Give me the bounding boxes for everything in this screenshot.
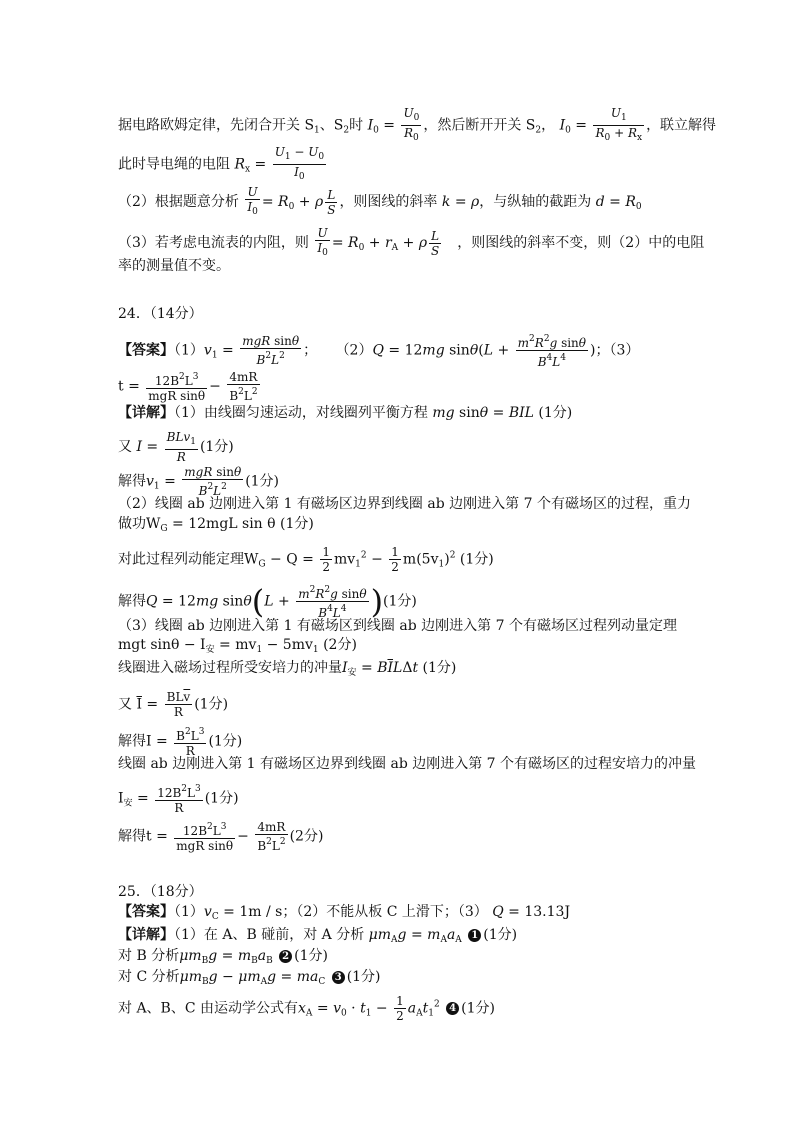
q24-detail-11: 解得I = $\frac{B^2L^3}{R}$ (1分) (118, 727, 243, 758)
s23-line-1: 据电路欧姆定律，先闭合开关 $S_1$、$S_2$时 $I_0$ = $\frac{U_0}{R_0}$ ，然后断开开关 $S_2$， $I_0$ = $\frac{U_1}{R_0 + R_x}$ ，联立解得 (118, 106, 717, 143)
q24-detail-12: 线圈 ab 边刚进入第 1 有磁场区边界到线圈 ab 边刚进入第 7 个有磁场区的过程安培力的冲量 (118, 756, 697, 772)
q24-detail-8-eq: mgt $\sin\theta - I_安 = mv_1 - 5mv_1$ (2分) (118, 637, 357, 655)
q25-detail-2: 对 B 分析$\mu m_Bg = m_Ba_B$ 2 (1分) (118, 948, 328, 966)
q25-answer-line: 【答案】$(1)v_C = 1m / s$；（2）不能从板 C 上滑下；（3） Q = 13.13J (118, 904, 571, 922)
q24-detail-7: 解得Q = 12mg sinθ(L + $\frac{m^2R^2g \sin\theta}{B^4L^4}$ )(1分) (118, 582, 417, 621)
q25-detail-3: 对 C 分析$\mu m_Bg - \mu m_Ag = ma_C$ 3 (1分) (118, 969, 381, 987)
circled-number-3: 3 (332, 971, 345, 984)
q24-detail-5: 做功$W_G = 12mgL$ sin θ (1分) (118, 516, 314, 534)
q24-detail-4: （2）线圈 ab 边刚进入第 1 有磁场区边界到线圈 ab 边刚进入第 7 个有磁场区的过程，重力 (118, 496, 691, 512)
s23-line-5: 率的测量值不变。 (118, 258, 230, 274)
s23-line-2: 此时导电绳的电阻 $R_x$ = $\frac{U_1 - U_0}{I_0}$ (118, 145, 325, 182)
q24-header: 24．（14分） (118, 306, 203, 322)
q24-detail-3: 解得$v_1$ = mgR sinθ $B^2L^2$ (1分) (118, 465, 280, 498)
q24-answer-t: t = $12B^2L^3$ mgR sinθ − $\frac{4mR}{B^2L^2}$ (118, 370, 258, 403)
q24-detail-12-eq: $I_安$ = $\frac{12B^2L^3}{R}$ (1分) (118, 784, 239, 815)
s23-line-3: （2）根据题意分析 $\frac{U}{I_0}$ = $R_0 + \rho$ $\frac{L}{S}$ ，则图线的斜率 k = ρ，与纵轴的截距为 $d = R_0$ (118, 185, 642, 217)
q24-detail-9: 线圈进入磁场过程所受安培力的冲量$I_安 = B\overline{I}L\Delta t$ (1分) (118, 660, 457, 678)
q24-detail-8: （3）线圈 ab 边刚进入第 1 有磁场区到线圈 ab 边刚进入第 7 个有磁场区过程列动量定理 (118, 618, 677, 634)
circled-number-2: 2 (279, 950, 292, 963)
q24-answer-line: 【答案】$(1)v_1$ = mgR sinθ $B^2L^2$ ； （2）Q = 12mg sinθ(L + $\frac{m^2R^2g \sin\theta}{B^4L^4}$ )；（3） (118, 334, 640, 369)
s23-line-4: （3）若考虑电流表的内阻，则 $\frac{U}{I_0}$ = $R_0 + r_A + \rho$ $\frac{L}{S}$ ，则图线的斜率不变，则（2）中的电阻 (118, 226, 705, 258)
q25-detail-1: 【详解】（1）在 A、B 碰前，对 A 分析 $\mu m_Ag = m_Aa_A$ 1 (1分) (118, 927, 518, 945)
q25-header: 25．（18分） (118, 884, 203, 900)
q25-detail-4: 对 A、B、C 由运动学公式有$x_A = v_0 \cdot t_1$ − $\frac{1}{2}$ $a_At_1^2$ 4 (1分) (118, 994, 495, 1023)
circled-number-4: 4 (446, 1002, 459, 1015)
q24-detail-2: 又 I = BLv$_1$ R (1分) (118, 430, 234, 464)
q24-detail-6: 对此过程列动能定理$W_G - Q$ = $\frac{1}{2}$ $mv_1^2$ − $\frac{1}{2}$ $m(5v_1)^2$ (1分) (118, 545, 494, 574)
formula-frac: $\frac{U_0}{R_0}$ (403, 106, 420, 143)
q24-detail-13: 解得t = $12B^2L^3$ mgR sinθ − $\frac{4mR}{B^2L^2}$ (2分) (118, 820, 324, 853)
q24-detail-1: 【详解】（1）由线圈匀速运动，对线圈列平衡方程 mg sinθ = BIL (1分) (118, 405, 573, 421)
q24-detail-10: 又 $\overline{I}$ = $BL\overline{v}$ R (1分) (118, 690, 229, 719)
circled-number-1: 1 (468, 929, 481, 942)
